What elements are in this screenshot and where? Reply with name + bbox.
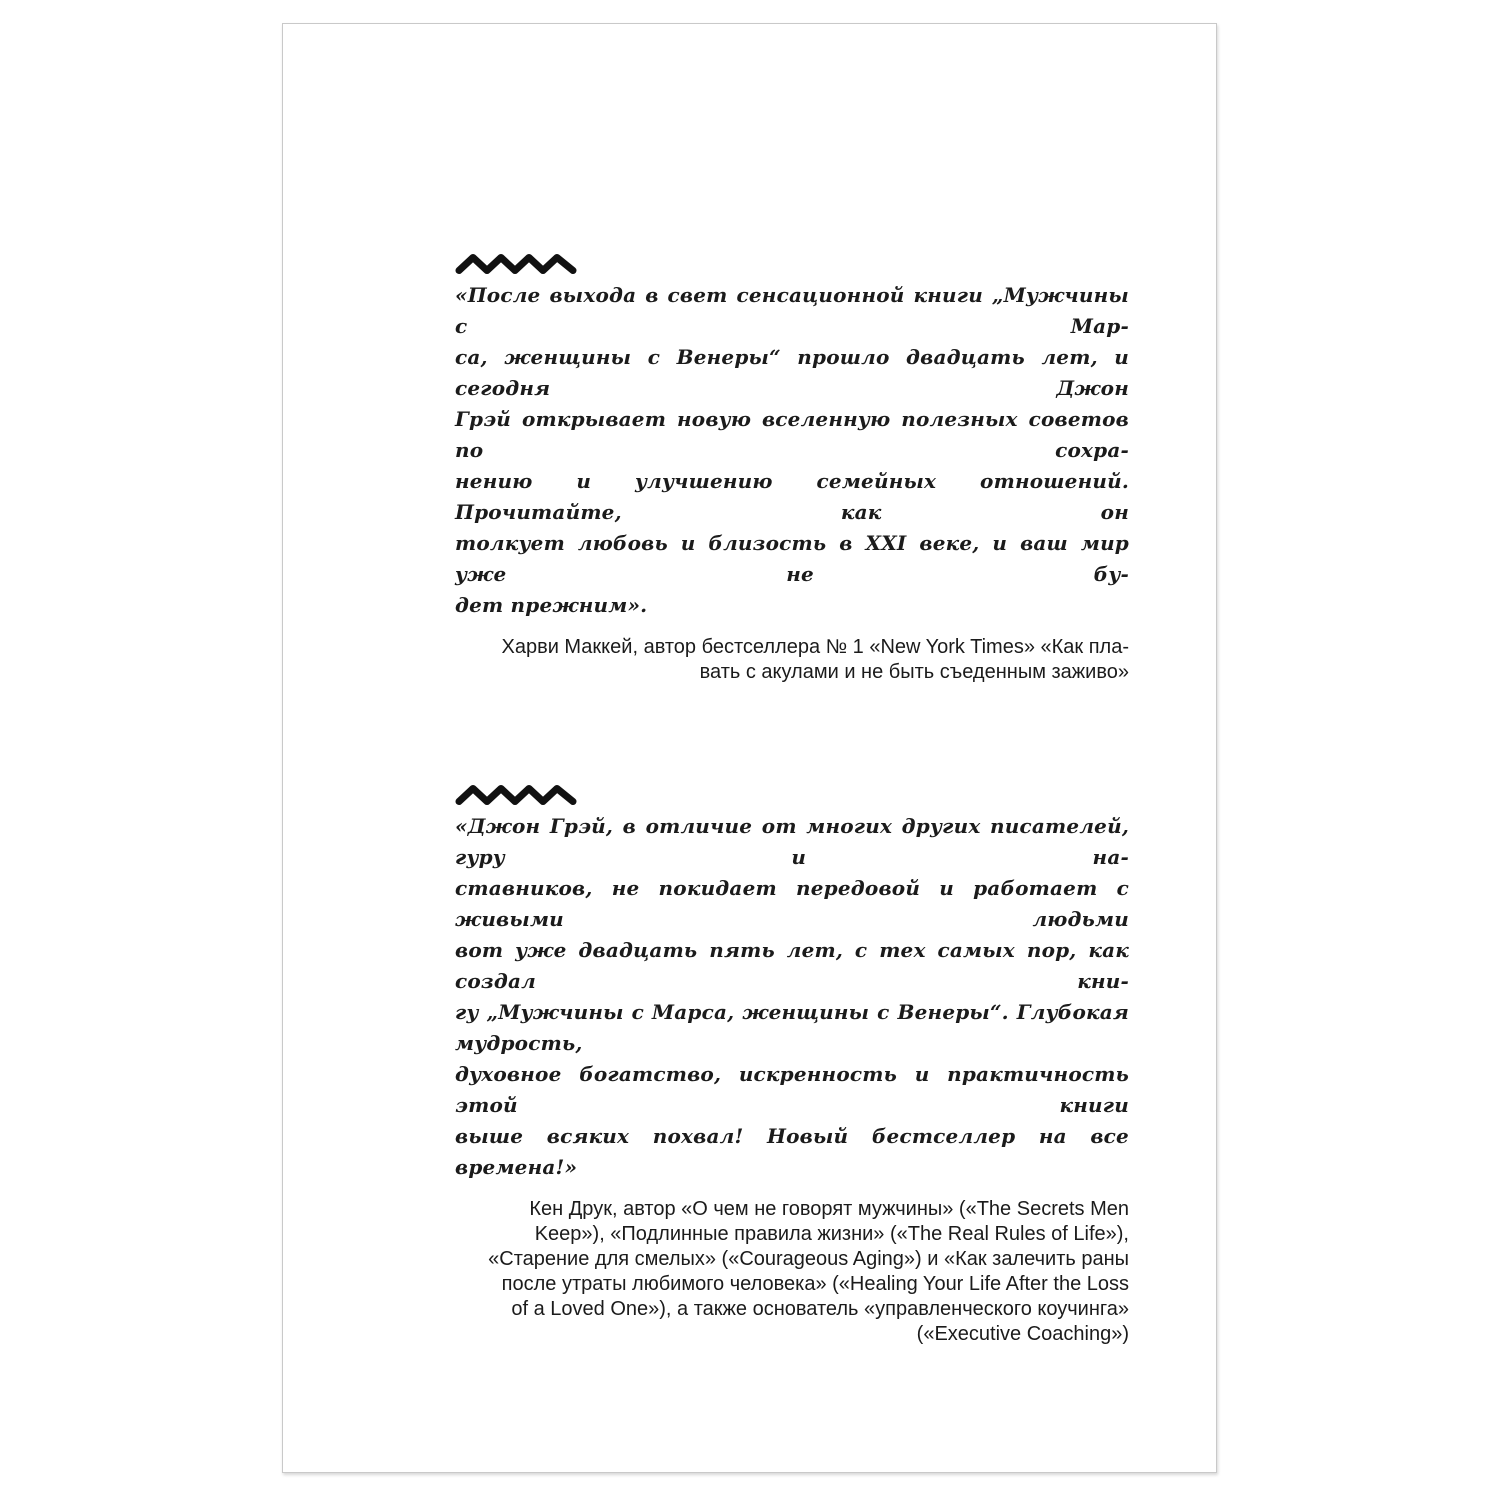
attribution-text [455, 1197, 1129, 1347]
testimonial-2 [455, 785, 1129, 1347]
quote-line: са, женщины с Венеры“ прошло двадцать лет, и сегодня Джон [455, 345, 1129, 400]
attribution-text [455, 635, 1129, 685]
testimonial-1 [455, 254, 1129, 685]
attribution-line: «Старение для смелых» («Courageous Aging») и «Как залечить раны [488, 1248, 1129, 1270]
attribution-line: Харви Маккей, автор бестселлера № 1 «New York Times» «Как пла- [501, 636, 1129, 658]
zigzag-divider-icon [455, 785, 577, 805]
page-content [283, 24, 1216, 1347]
book-page [282, 23, 1217, 1473]
quote-line: духовное богатство, искренность и практичность этой книги [455, 1062, 1129, 1117]
quote-line: выше всяких похвал! Новый бестселлер на все времена!» [455, 1124, 1129, 1179]
quote-line: нению и улучшению семейных отношений. Прочитайте, как он [455, 469, 1129, 524]
quote-line: толкует любовь и близость в XXI веке, и ваш мир уже не бу- [455, 531, 1129, 586]
attribution-line: Кен Друк, автор «О чем не говорят мужчины» («The Secrets Men [529, 1198, 1129, 1220]
quote-line: «После выхода в свет сенсационной книги „Мужчины с Мар- [455, 283, 1129, 338]
quote-line: дет прежним». [455, 593, 648, 617]
quote-text [455, 280, 1129, 621]
quote-line: ставников, не покидает передовой и работает с живыми людьми [455, 876, 1129, 931]
quote-line: гу „Мужчины с Марса, женщины с Венеры“. Глубокая мудрость, [455, 1000, 1129, 1055]
attribution-line: после утраты любимого человека» («Healing Your Life After the Loss [501, 1273, 1129, 1295]
attribution-line: («Executive Coaching») [916, 1323, 1129, 1345]
quote-line: вот уже двадцать пять лет, с тех самых пор, как создал кни- [455, 938, 1129, 993]
attribution-line: вать с акулами и не быть съеденным заживо» [699, 661, 1129, 683]
attribution-line: Keep»), «Подлинные правила жизни» («The Real Rules of Life»), [534, 1223, 1129, 1245]
quote-text [455, 811, 1129, 1183]
zigzag-divider-icon [455, 254, 577, 274]
quote-line: Грэй открывает новую вселенную полезных советов по сохра- [455, 407, 1129, 462]
quote-line: «Джон Грэй, в отличие от многих других писателей, гуру и на- [455, 814, 1129, 869]
attribution-line: of a Loved One»), а также основатель «управленческого коучинга» [511, 1298, 1129, 1320]
